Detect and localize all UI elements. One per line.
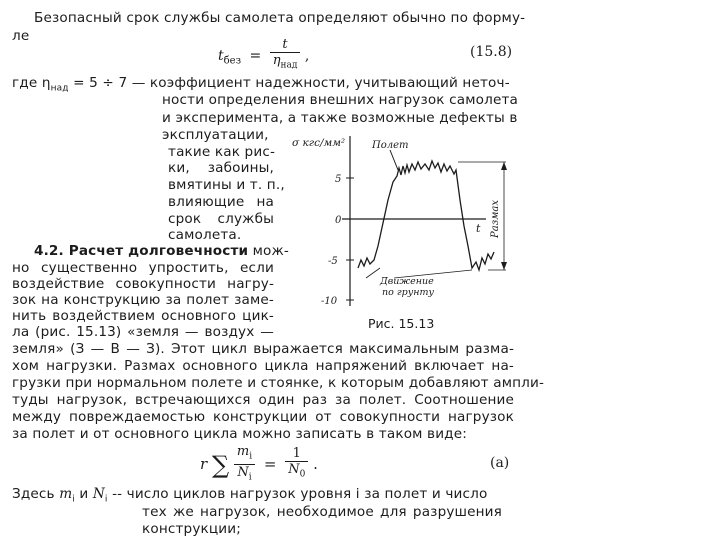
section-line-2 (12, 260, 274, 276)
section-line-10 (12, 392, 514, 408)
definition-line-3 (162, 110, 518, 126)
equation-number-15-8: (15.8) (470, 44, 513, 60)
definition-line-4: эксплуатации, (162, 127, 269, 143)
definition-text-9: срок службы (168, 211, 274, 227)
section-line-5 (12, 308, 274, 324)
definition-line-5: такие как рис- (168, 144, 275, 160)
definition-lead: где η (12, 75, 51, 91)
section-line-11 (12, 409, 514, 425)
figure-ylabel: σ кгс/мм² (292, 137, 346, 149)
section-heading: 4.2. Расчет долговечности (34, 243, 249, 259)
fraction-denominator-sub: над (280, 60, 298, 71)
section-line-3 (12, 276, 274, 292)
definition-text-3: и эксперимента, а также возможные дефекты в (162, 110, 518, 126)
definition-line-10: самолета. (168, 227, 242, 243)
formula-fraction (270, 38, 301, 74)
figure-label-ground: Движение (380, 276, 434, 287)
figure-label-range: Размах (490, 199, 501, 238)
tick-label-5: 5 (335, 174, 342, 185)
formula-tail: , (304, 47, 310, 64)
definition-text-8: влияющие на (168, 194, 274, 210)
x-axis-label: t (476, 222, 481, 235)
section-line-4 (12, 292, 274, 308)
closing-rest: -- число циклов нагрузок уровня i за полет и число (112, 486, 488, 502)
fraction-a-numerator: m (236, 444, 250, 459)
formula-a (200, 445, 318, 485)
definition-line-2 (162, 92, 519, 108)
section-line-6 (12, 324, 274, 340)
section-text-2: но существенно упростить, если (12, 260, 274, 276)
formula-lhs: t (218, 47, 224, 64)
section-text-4: зок на конструкцию за полет заме- (12, 292, 274, 308)
fraction-a-denominator: N (237, 464, 249, 480)
section-text-9: грузки при нормальном полете и стоянке, к которым добавляют ампли- (12, 375, 545, 391)
figure-label-flight: Полет (372, 140, 409, 151)
ground-leader-left (366, 268, 380, 278)
fraction-a-numerator-sub: i (249, 451, 253, 462)
fraction-a-denominator-sub: i (248, 472, 252, 483)
section-text-7: земля» (З — В — З). Этот цикл выражается максимальным разма- (12, 341, 514, 357)
tick-label-0: 0 (335, 215, 342, 226)
range-arrow-down (501, 262, 507, 270)
load-history-curve (358, 161, 494, 270)
definition-text-2: ности определения внешних нагрузок самолета (162, 92, 519, 108)
closing-and: и (79, 486, 89, 502)
intro-line (34, 10, 526, 26)
section-line-7 (12, 341, 514, 357)
section-text-3: воздействие совокупности нагру- (12, 276, 274, 292)
section-line-9 (12, 375, 545, 391)
definition-text-6: ки, забоины, (168, 160, 274, 176)
section-line-8 (12, 358, 514, 374)
closing-m-sub: i (72, 494, 75, 505)
definition-line-7: вмятины и т. п., (168, 177, 285, 193)
closing-text-2: тех же нагрузок, необходимое для разрушения (142, 504, 502, 520)
section-text-6: ла (рис. 15.13) «земля — воздух — (12, 324, 274, 340)
definition-lead-value: = 5 ÷ 7 — коэффициент надежности, учитывающий неточ- (73, 75, 510, 91)
sum-sign: ∑ (211, 451, 230, 480)
intro-text: Безопасный срок службы самолета определяют обычно по форму- (34, 10, 526, 26)
definition-line-8 (168, 194, 274, 210)
section-text-10: туды нагрузок, встречающихся один раз за полет. Соотношение (12, 392, 514, 408)
intro-line-2: ле (12, 28, 30, 44)
figure-caption: Рис. 15.13 (368, 316, 435, 331)
closing-line-2 (142, 504, 502, 520)
section-text-8: хом нагрузки. Размах основного цикла напряжений включает на- (12, 358, 514, 374)
tick-label-minus-10: -10 (321, 296, 338, 307)
section-line-1 (34, 243, 289, 259)
fraction-a2-denominator-sub: 0 (299, 469, 306, 480)
figure-label-ground-2: по грунту (382, 287, 435, 298)
formula-a-tail: . (313, 455, 318, 474)
section-text-11: между повреждаемостью конструкции от совокупности нагрузок (12, 409, 514, 425)
formula-lhs-sub: без (223, 55, 242, 67)
formula-a-fraction-1 (234, 445, 255, 485)
definition-line-6 (168, 160, 274, 176)
load-cycle-figure (290, 128, 520, 310)
closing-n-sub: i (104, 494, 108, 505)
section-line-12: за полет и от основного цикла можно записать в таком виде: (12, 426, 467, 442)
closing-n: N (92, 486, 105, 502)
closing-line-3: конструкции; (142, 521, 241, 537)
fraction-a2-numerator: 1 (292, 446, 301, 462)
flight-label-leader (390, 150, 398, 170)
formula-eq: = (249, 47, 262, 64)
formula-a-r: r (200, 455, 208, 474)
formula-15-8 (218, 38, 309, 74)
range-arrow-up (501, 162, 507, 170)
section-text-5: нить воздействием основного цик- (12, 308, 274, 324)
fraction-denominator: η (272, 53, 281, 68)
fraction-numerator: t (282, 37, 288, 52)
formula-a-eq: = (263, 455, 277, 474)
definition-lead-sub: над (50, 83, 69, 94)
tick-label-minus-5: -5 (328, 256, 338, 267)
formula-a-fraction-2 (285, 447, 308, 483)
fraction-a2-denominator: N (288, 462, 300, 478)
closing-lead: Здесь (12, 486, 55, 502)
definition-line-9 (168, 211, 274, 227)
equation-number-a: (a) (490, 455, 510, 471)
section-line-1-rest: мож- (252, 243, 289, 259)
closing-m: m (59, 486, 73, 502)
